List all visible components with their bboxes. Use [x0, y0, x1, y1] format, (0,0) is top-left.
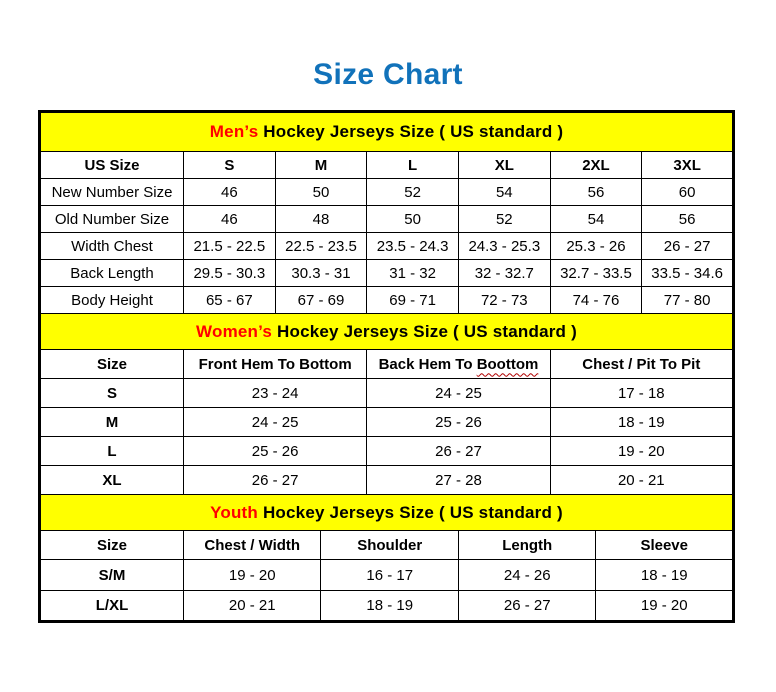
- table-cell: 30.3 - 31: [275, 260, 367, 287]
- size-label: L/XL: [40, 591, 184, 622]
- table-cell: 54: [550, 206, 642, 233]
- table-cell: 48: [275, 206, 367, 233]
- table-cell: 23 - 24: [184, 379, 367, 408]
- table-cell: 25 - 26: [367, 408, 550, 437]
- table-cell: 16 - 17: [321, 560, 458, 591]
- column-header: Sleeve: [596, 531, 734, 560]
- size-label: S/M: [40, 560, 184, 591]
- column-header: Chest / Width: [184, 531, 321, 560]
- table-cell: 19 - 20: [550, 437, 733, 466]
- womens-band-title: [40, 314, 734, 350]
- table-cell: 32.7 - 33.5: [550, 260, 642, 287]
- table-cell: 20 - 21: [184, 591, 321, 622]
- table-cell: 22.5 - 23.5: [275, 233, 367, 260]
- page-title: Size Chart: [313, 58, 463, 91]
- column-header-text: Back Hem To: [378, 355, 473, 373]
- table-cell: 24 - 26: [458, 560, 595, 591]
- table-cell: 50: [367, 206, 459, 233]
- table-cell: 56: [550, 179, 642, 206]
- column-header: 3XL: [642, 152, 734, 179]
- misspelled-word: Boottom: [476, 355, 539, 373]
- table-cell: 26 - 27: [458, 591, 595, 622]
- youth-header-row: [40, 531, 734, 560]
- table-cell: 25 - 26: [184, 437, 367, 466]
- column-header: Size: [40, 531, 184, 560]
- youth-band-row: [40, 495, 734, 531]
- table-cell: 56: [642, 206, 734, 233]
- table-row: [40, 206, 734, 233]
- column-header: XL: [458, 152, 550, 179]
- mens-band-text: Hockey Jerseys Size ( US standard ): [263, 122, 564, 141]
- table-cell: 60: [642, 179, 734, 206]
- size-label: M: [40, 408, 184, 437]
- table-row: [40, 437, 734, 466]
- mens-band-highlight: Men’s: [209, 122, 259, 141]
- table-row: [40, 379, 734, 408]
- row-label: New Number Size: [40, 179, 184, 206]
- youth-band-title: [40, 495, 734, 531]
- table-cell: 18 - 19: [550, 408, 733, 437]
- size-label: S: [40, 379, 184, 408]
- table-cell: 27 - 28: [367, 466, 550, 495]
- size-chart-table: [38, 110, 735, 623]
- column-header: Shoulder: [321, 531, 458, 560]
- table-row: [40, 408, 734, 437]
- table-cell: 18 - 19: [321, 591, 458, 622]
- table-cell: 24 - 25: [367, 379, 550, 408]
- table-cell: 67 - 69: [275, 287, 367, 314]
- table-cell: 29.5 - 30.3: [184, 260, 276, 287]
- table-row: [40, 233, 734, 260]
- table-cell: 26 - 27: [184, 466, 367, 495]
- column-header: Chest / Pit To Pit: [550, 350, 733, 379]
- column-header: 2XL: [550, 152, 642, 179]
- table-cell: 24 - 25: [184, 408, 367, 437]
- table-row: [40, 560, 734, 591]
- column-header: Size: [40, 350, 184, 379]
- table-cell: 72 - 73: [458, 287, 550, 314]
- table-cell: 17 - 18: [550, 379, 733, 408]
- row-label: Body Height: [40, 287, 184, 314]
- table-cell: 25.3 - 26: [550, 233, 642, 260]
- youth-band-highlight: Youth: [210, 502, 259, 522]
- mens-header-row: [40, 152, 734, 179]
- table-cell: 52: [367, 179, 459, 206]
- column-header: [367, 350, 550, 379]
- table-cell: 74 - 76: [550, 287, 642, 314]
- column-header: S: [184, 152, 276, 179]
- womens-band-row: [40, 314, 734, 350]
- table-cell: 19 - 20: [596, 591, 734, 622]
- womens-band-highlight: Women’s: [196, 321, 273, 341]
- table-cell: 69 - 71: [367, 287, 459, 314]
- table-cell: 23.5 - 24.3: [367, 233, 459, 260]
- table-cell: 20 - 21: [550, 466, 733, 495]
- table-cell: 52: [458, 206, 550, 233]
- table-cell: 21.5 - 22.5: [184, 233, 276, 260]
- table-cell: 32 - 32.7: [458, 260, 550, 287]
- table-row: [40, 260, 734, 287]
- row-label: Old Number Size: [40, 206, 184, 233]
- table-cell: 54: [458, 179, 550, 206]
- size-label: XL: [40, 466, 184, 495]
- table-cell: 24.3 - 25.3: [458, 233, 550, 260]
- column-header: Front Hem To Bottom: [184, 350, 367, 379]
- table-cell: 33.5 - 34.6: [642, 260, 734, 287]
- mens-band-row: [40, 112, 734, 152]
- table-cell: 31 - 32: [367, 260, 459, 287]
- column-header: M: [275, 152, 367, 179]
- table-cell: 18 - 19: [596, 560, 734, 591]
- table-cell: 46: [184, 179, 276, 206]
- table-cell: 50: [275, 179, 367, 206]
- womens-band-text: Hockey Jerseys Size ( US standard ): [277, 321, 577, 341]
- table-row: [40, 287, 734, 314]
- mens-band-title: [40, 112, 734, 152]
- table-cell: 26 - 27: [642, 233, 734, 260]
- row-label: Back Length: [40, 260, 184, 287]
- column-header: Length: [458, 531, 595, 560]
- size-label: L: [40, 437, 184, 466]
- column-header: L: [367, 152, 459, 179]
- womens-header-row: [40, 350, 734, 379]
- table-cell: 77 - 80: [642, 287, 734, 314]
- table-cell: 26 - 27: [367, 437, 550, 466]
- table-row: [40, 179, 734, 206]
- row-label: Width Chest: [40, 233, 184, 260]
- column-header: US Size: [40, 152, 184, 179]
- table-cell: 46: [184, 206, 276, 233]
- table-cell: 65 - 67: [184, 287, 276, 314]
- youth-band-text: Hockey Jerseys Size ( US standard ): [262, 502, 563, 522]
- table-row: [40, 466, 734, 495]
- table-row: [40, 591, 734, 622]
- table-cell: 19 - 20: [184, 560, 321, 591]
